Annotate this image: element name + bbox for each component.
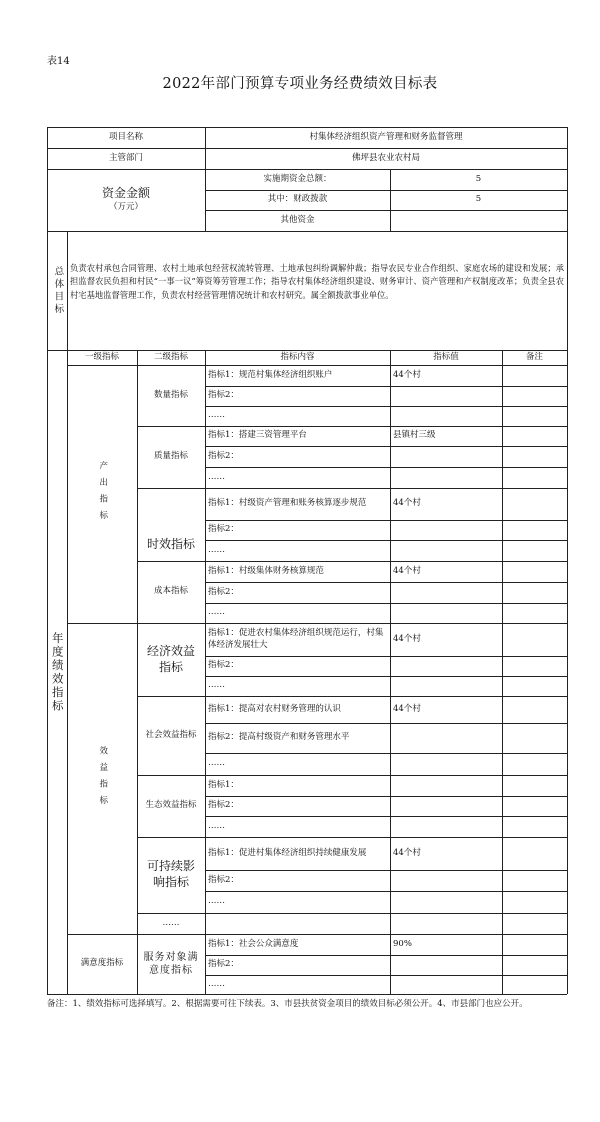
total-fund-value: 5 <box>475 173 482 184</box>
other-fund-label: 其他资金 <box>280 214 315 225</box>
project-name-label: 项目名称 <box>108 131 143 142</box>
indicator-row: 指标1：村级集体财务核算规范 <box>208 565 324 576</box>
indicator-row: …… <box>208 820 225 831</box>
fiscal-fund-value: 5 <box>475 194 482 205</box>
group-service-satisfaction: 服务对象满意度指标 <box>143 951 199 976</box>
group-timeliness: 时效指标 <box>146 536 195 551</box>
header-level2: 二级指标 <box>153 351 188 362</box>
indicator-row: 指标1：村级资产管理和账务核算逐步规范 <box>208 498 367 509</box>
indicator-row: 指标1：促进农村集体经济组织规范运行，村集体经济发展壮大 <box>208 627 384 650</box>
fund-unit: （万元） <box>108 202 143 213</box>
group-social: 社会效益指标 <box>145 729 197 740</box>
header-level1: 一级指标 <box>84 351 119 362</box>
indicator-value: 44个村 <box>393 703 421 714</box>
overall-goal-text: 负责农村承包合同管理、农村土地承包经营权流转管理、土地承包纠纷调解仲裁；指导农民专业合作组织、家庭农场的建设和发展；承担监督农民负担和村民“一事一议”筹资筹劳管理工作；指导农村集体经济组织建设、财务审计、资产管理和产权制度改革；负责全县农村宅基地监督管理工作，负责农村经营管理情况统计和农村研究。属全额拨款事业单位。 <box>70 263 564 300</box>
indicator-row: 指标2： <box>208 660 239 671</box>
project-name-value: 村集体经济组织资产管理和财务监督管理 <box>309 131 463 142</box>
indicator-row: …… <box>208 544 225 555</box>
level1-output: 产出指标 <box>97 461 108 527</box>
group-cost: 成本指标 <box>153 586 188 597</box>
indicator-row: …… <box>208 607 225 618</box>
indicator-row: 指标2： <box>208 959 239 970</box>
fund-amount-label: 资金金额 <box>101 186 150 201</box>
indicator-row: …… <box>208 471 225 482</box>
dept-label: 主管部门 <box>108 152 143 163</box>
indicator-value: 44个村 <box>393 847 421 858</box>
indicator-row: …… <box>208 680 225 691</box>
level1-satisfaction: 满意度指标 <box>80 958 124 969</box>
indicator-row: …… <box>208 978 225 989</box>
annual-performance-label: 年度绩效指标 <box>50 631 65 713</box>
group-quality: 质量指标 <box>153 451 188 462</box>
indicator-value: 44个村 <box>393 633 421 644</box>
indicator-row: 指标1：规范村集体经济组织账户 <box>208 369 333 380</box>
table-number: 表14 <box>47 56 70 67</box>
indicator-value: 44个村 <box>393 565 421 576</box>
indicator-row: 指标1： <box>208 779 239 790</box>
indicator-value: 县镇村三级 <box>393 430 436 441</box>
indicator-row: 指标1：社会公众满意度 <box>208 938 299 949</box>
dept-value: 佛坪县农业农村局 <box>351 152 420 163</box>
indicator-row: 指标1：提高对农村财务管理的认识 <box>208 703 341 714</box>
group-economic: 经济效益指标 <box>147 643 196 674</box>
overall-goal-label: 总体目标 <box>52 265 64 316</box>
indicator-row: 指标2：提高村级资产和财务管理水平 <box>208 732 350 743</box>
indicator-value: 44个村 <box>393 369 421 380</box>
other-fund-value <box>390 210 567 231</box>
header-content: 指标内容 <box>280 351 315 362</box>
indicator-row: 指标2： <box>208 874 239 885</box>
indicator-row: 指标2： <box>208 390 239 401</box>
indicator-row: 指标2： <box>208 800 239 811</box>
indicator-row: …… <box>208 410 225 421</box>
group-ecological: 生态效益指标 <box>145 800 197 811</box>
total-fund-label: 实施期资金总额： <box>263 173 332 184</box>
page-title: 2022年部门预算专项业务经费绩效目标表 <box>162 76 438 92</box>
indicator-row: 指标1：搭建三资管理平台 <box>208 430 307 441</box>
indicator-row: 指标2： <box>208 586 239 597</box>
header-note: 备注 <box>525 351 543 362</box>
indicator-value: 90% <box>393 938 412 949</box>
indicator-value: 44个村 <box>393 498 421 509</box>
fund-amount-cell <box>47 169 205 231</box>
group-sustainable: 可持续影响指标 <box>146 859 195 889</box>
indicator-row: …… <box>208 758 225 769</box>
level1-benefit: 效益指标 <box>97 745 108 812</box>
header-value: 指标值 <box>433 351 459 362</box>
indicator-row: 指标1：促进村集体经济组织持续健康发展 <box>208 847 367 858</box>
group-sustainable-ellipsis: …… <box>162 917 180 928</box>
group-quantity: 数量指标 <box>153 389 188 400</box>
indicator-row: 指标2： <box>208 450 239 461</box>
indicator-row: …… <box>208 896 225 907</box>
footnote: 备注：1、绩效指标可选择填写。2、根据需要可往下续表。3、市县扶贫资金项目的绩效目标必须公开。4、市县部门也应公开。 <box>47 999 528 1009</box>
fiscal-fund-label: 其中：财政拨款 <box>267 194 328 205</box>
indicator-row: 指标2： <box>208 524 239 535</box>
